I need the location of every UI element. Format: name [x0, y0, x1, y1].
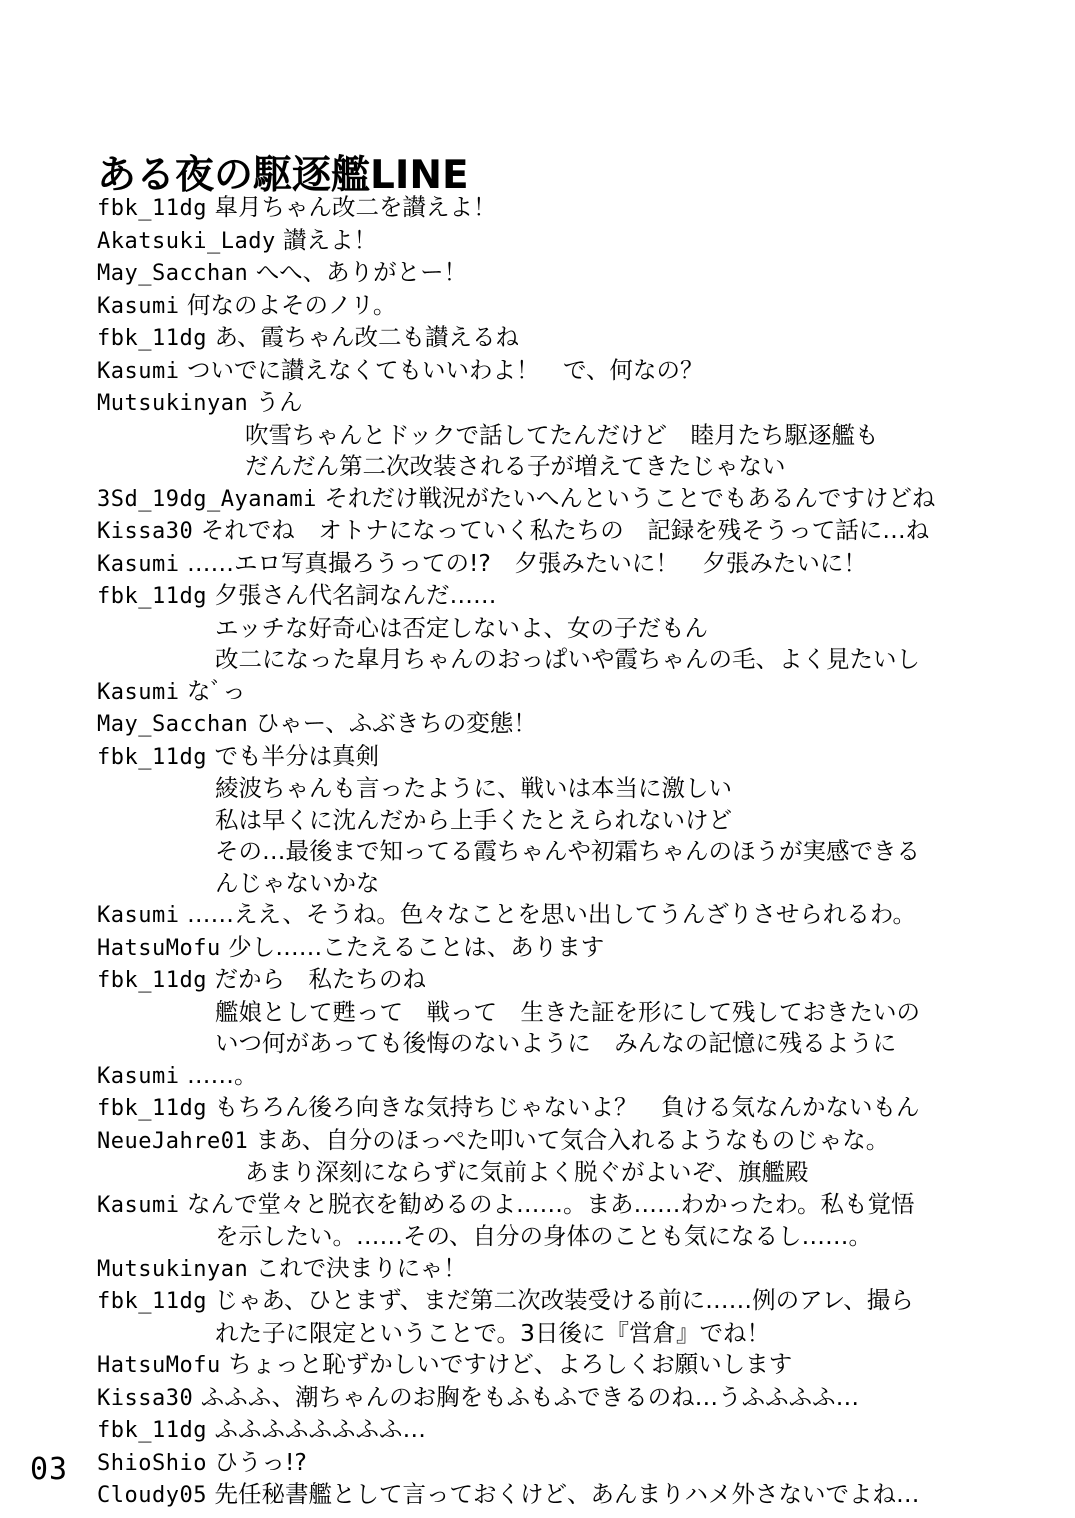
chat-line — [97, 580, 997, 613]
chat-line-continuation — [97, 836, 997, 868]
chat-line-continuation — [97, 1221, 997, 1253]
chat-message-text: 夕張さん代名詞なんだ…… — [214, 581, 497, 609]
chat-nickname: fbk_11dg — [97, 968, 207, 993]
chat-message-text: 改二になった皐月ちゃんのおっぱいや霞ちゃんの毛、よく見たいし — [215, 645, 920, 673]
chat-nickname: May_Sacchan — [97, 261, 249, 286]
chat-message-text: ひゃー、ふぶきちの変態！ — [255, 709, 537, 737]
chat-nickname: HatsuMofu — [97, 935, 221, 961]
chat-message-text: あ、霞ちゃん改二も讃えるね — [214, 323, 520, 351]
chat-message-text: 皐月ちゃん改二を讃えよ！ — [214, 193, 497, 221]
chat-line-continuation — [97, 868, 997, 900]
chat-message-text: これで決まりにゃ！ — [255, 1253, 467, 1282]
chat-line-continuation — [97, 1028, 997, 1060]
chat-message-text: もちろん後ろ向きな気持ちじゃないよ？ 負ける気なんかないもん — [214, 1093, 920, 1121]
chat-line — [97, 964, 997, 997]
chat-message-text: 先任秘書艦として言っておくけど、あんまりハメ外さないでよね… — [214, 1480, 920, 1508]
chat-line — [97, 387, 997, 420]
chat-line — [97, 1189, 997, 1222]
chat-message-text: 少し……こたえることは、あります — [228, 932, 605, 961]
chat-message-text: ちょっと恥ずかしいですけど、よろしくお願いします — [228, 1350, 793, 1378]
chat-message-text: 艦娘として甦って 戦って 生きた証を形にして残しておきたいの — [215, 997, 920, 1026]
chat-line — [97, 483, 997, 516]
chat-message-text: ……。 — [186, 1060, 258, 1089]
chat-message-text: ……エロ写真撮ろうっての!? 夕張みたいに！ 夕張みたいに！ — [186, 548, 867, 577]
chat-line-continuation — [97, 644, 997, 676]
chat-line — [97, 1253, 997, 1286]
chat-message-text: 私は早くに沈んだから上手くたとえられないけど — [215, 805, 732, 834]
chat-message-text: ひうっ!? — [214, 1447, 307, 1476]
chat-nickname: fbk_11dg — [97, 1418, 207, 1443]
chat-message-text: ふふふふふふふふ… — [214, 1415, 426, 1443]
chat-line — [97, 741, 997, 774]
chat-line — [97, 1092, 997, 1125]
chat-message-text: へへ、ありがとー！ — [255, 258, 468, 286]
chat-nickname: fbk_11dg — [97, 326, 207, 351]
chat-message-text: 何なのよそのノリ。 — [186, 290, 397, 319]
chat-message-text: ……ええ、そうね。色々なことを思い出してうんざりさせられるわ。 — [186, 900, 916, 928]
chat-message-text: エッチな好奇心は否定しないよ、女の子だもん — [215, 613, 709, 642]
chat-line — [97, 515, 997, 548]
chat-line — [97, 1125, 997, 1158]
chat-message-text: れた子に限定ということで。3日後に『営倉』でね！ — [215, 1318, 770, 1347]
chat-message-text: あまり深刻にならずに気前よく脱ぐがよいぞ、旗艦殿 — [245, 1158, 809, 1186]
chat-message-text: まあ、自分のほっぺた叩いて気合入れるようなものじゃな。 — [255, 1125, 890, 1154]
chat-nickname: Akatsuki_Lady — [97, 228, 276, 254]
chat-nickname: fbk_11dg — [97, 584, 207, 609]
chat-line — [97, 192, 997, 225]
chat-line-continuation — [97, 451, 997, 483]
chat-line — [97, 322, 997, 355]
chat-nickname: Kissa30 — [97, 519, 194, 544]
chat-log — [97, 192, 997, 1512]
chat-line — [97, 1349, 997, 1382]
chat-nickname: Mutsukinyan — [97, 391, 249, 416]
chat-nickname: Kasumi — [97, 679, 180, 705]
chat-line — [97, 708, 997, 741]
chat-message-text: ついでに讃えなくてもいいわよ！ で、何なの？ — [186, 355, 704, 384]
chat-message-text: だから 私たちのね — [214, 965, 426, 993]
chat-nickname: fbk_11dg — [97, 1289, 207, 1314]
chat-nickname: Kasumi — [97, 1063, 180, 1089]
chat-message-text: いつ何があっても後悔のないように みんなの記憶に残るように — [215, 1029, 897, 1057]
chat-message-text: うん — [255, 388, 303, 416]
chat-line-continuation — [97, 997, 997, 1029]
chat-nickname: HatsuMofu — [97, 1353, 221, 1378]
chat-line — [97, 1479, 997, 1512]
chat-line — [97, 548, 997, 581]
chat-nickname: Kasumi — [97, 551, 180, 577]
chat-line-continuation — [97, 1318, 997, 1350]
chat-nickname: Mutsukinyan — [97, 1256, 249, 1282]
chat-message-text: を示したい。……その、自分の身体のことも気になるし……。 — [215, 1222, 873, 1250]
page-title: ある夜の駆逐艦LINE — [97, 153, 469, 199]
chat-nickname: 3Sd_19dg_Ayanami — [97, 486, 317, 512]
chat-nickname: Kasumi — [97, 1192, 180, 1218]
chat-line — [97, 899, 997, 932]
chat-line — [97, 1414, 997, 1447]
chat-nickname: Kasumi — [97, 903, 180, 928]
chat-line — [97, 225, 997, 258]
chat-line — [97, 1285, 997, 1318]
chat-message-text: ふふふ、潮ちゃんのお胸をもふもふできるのね…うふふふふ… — [200, 1382, 860, 1411]
chat-nickname: May_Sacchan — [97, 712, 249, 737]
chat-line — [97, 290, 997, 323]
chat-nickname: Cloudy05 — [97, 1483, 207, 1508]
chat-line — [97, 257, 997, 290]
chat-message-text: 讃えよ！ — [283, 225, 378, 254]
chat-message-text: なﾞっ — [186, 676, 246, 705]
chat-message-text: でも半分は真剣 — [214, 741, 379, 770]
chat-message-text: なんで堂々と脱衣を勧めるのよ……。まあ……わかったわ。私も覚悟 — [186, 1189, 915, 1218]
chat-line — [97, 932, 997, 965]
chat-nickname: fbk_11dg — [97, 744, 207, 770]
chat-line-continuation — [97, 613, 997, 645]
chat-nickname: fbk_11dg — [97, 1096, 207, 1121]
chat-message-text: 綾波ちゃんも言ったように、戦いは本当に激しい — [215, 774, 732, 802]
chat-line — [97, 676, 997, 709]
chat-nickname: Kasumi — [97, 358, 180, 384]
chat-line-continuation — [97, 773, 997, 805]
chat-nickname: fbk_11dg — [97, 196, 207, 221]
chat-message-text: 吹雪ちゃんとドックで話してたんだけど 睦月たち駆逐艦も — [245, 420, 879, 449]
page-number: 03 — [30, 1452, 69, 1487]
chat-line-continuation — [97, 805, 997, 837]
chat-message-text: それでね オトナになっていく私たちの 記録を残そうって話に…ね — [200, 516, 930, 544]
chat-line — [97, 1060, 997, 1093]
chat-nickname: ShioShio — [97, 1450, 207, 1476]
chat-message-text: その…最後まで知ってる霞ちゃんや初霜ちゃんのほうが実感できる — [215, 837, 920, 865]
chat-nickname: Kissa30 — [97, 1385, 194, 1411]
chat-line — [97, 355, 997, 388]
chat-line-continuation — [97, 1157, 997, 1189]
chat-nickname: NeueJahre01 — [97, 1128, 249, 1154]
chat-message-text: だんだん第二次改装される子が増えてきたじゃない — [245, 452, 786, 480]
chat-nickname: Kasumi — [97, 293, 180, 319]
chat-message-text: じゃあ、ひとまず、まだ第二次改装受ける前に……例のアレ、撮ら — [214, 1286, 914, 1314]
chat-message-text: それだけ戦況がたいへんということでもあるんですけどね — [324, 483, 936, 512]
chat-line-continuation — [97, 420, 997, 452]
chat-message-text: んじゃないかな — [215, 868, 380, 897]
chat-line — [97, 1382, 997, 1415]
chat-line — [97, 1447, 997, 1480]
